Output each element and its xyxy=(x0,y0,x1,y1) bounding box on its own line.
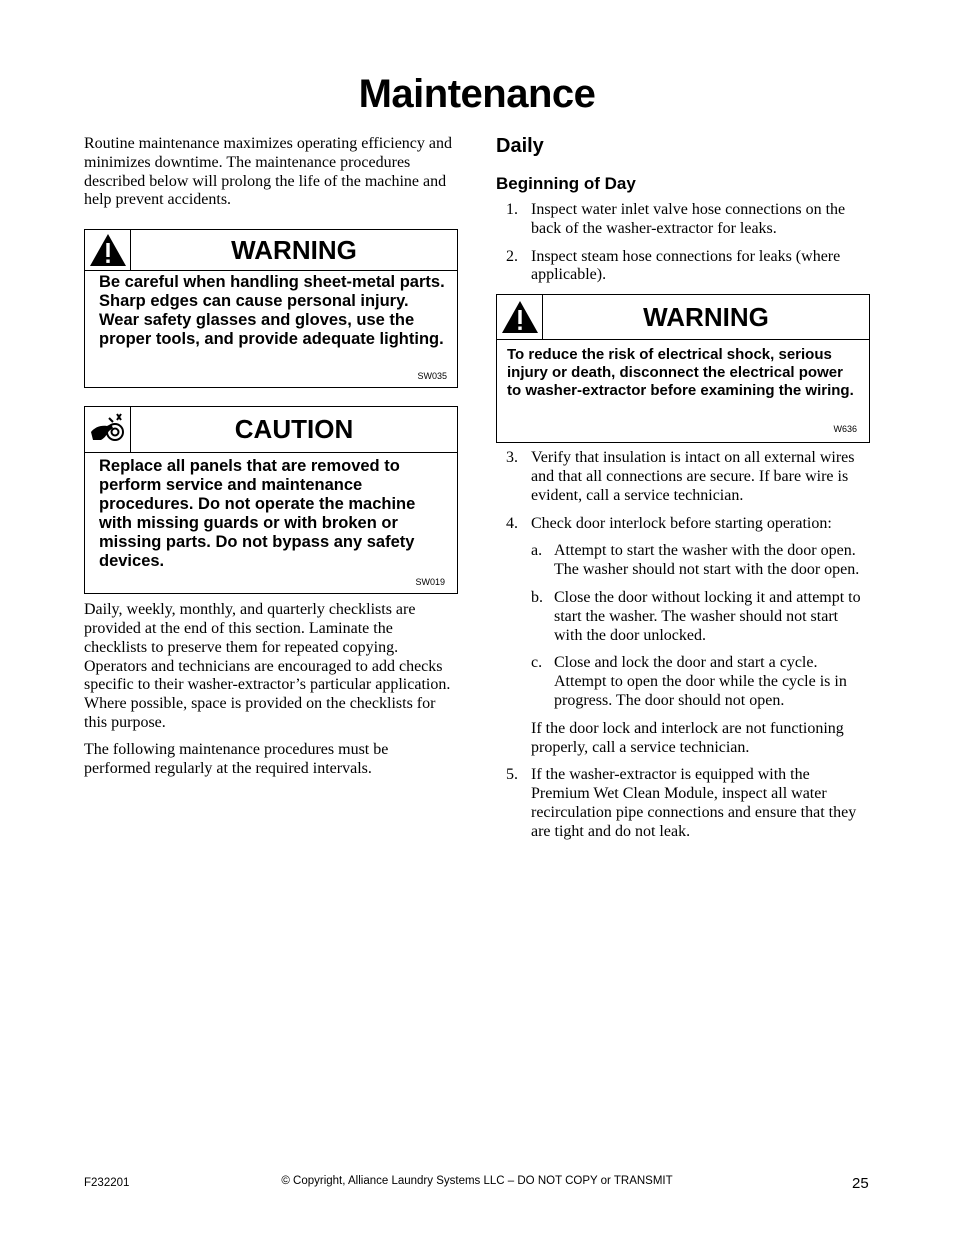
substep-text: Close and lock the door and start a cycle. Attempt to open the door while the cycle is in progress. The door should not open. xyxy=(554,654,847,709)
step-number: 1. xyxy=(506,201,518,218)
warning-title: WARNING xyxy=(643,301,769,332)
list-item xyxy=(496,766,870,841)
substep-letter: a. xyxy=(531,542,543,560)
step-text: Check door interlock before starting operation: xyxy=(531,514,832,532)
checklists-paragraph: Daily, weekly, monthly, and quarterly checklists are provided at the end of this section. Laminate the checklists to preserve them for repeated copying. Operators and technicians are encouraged to add checks specific to their washer-extractor’s particular application. Where possible, space is provided on the checklists for this purpose. xyxy=(84,601,451,731)
step-text: Verify that insulation is intact on all external wires and that all connections are secure. If bare wire is evident, call a service technician. xyxy=(531,449,855,504)
step-number: 5. xyxy=(506,766,518,784)
warning-text: Be careful when handling sheet-metal parts. Sharp edges can cause personal injury. Wear safety glasses and gloves, use the proper tools, and provide adequate lighting. xyxy=(99,273,445,349)
caution-code: SW019 xyxy=(415,577,445,588)
left-column xyxy=(84,135,458,786)
following-paragraph: The following maintenance procedures must be performed regularly at the required intervals. xyxy=(84,740,389,777)
caution-title: CAUTION xyxy=(234,414,354,445)
section-heading-daily: Daily xyxy=(496,135,544,157)
list-item xyxy=(496,515,870,758)
warning-title: WARNING xyxy=(231,234,357,265)
list-item xyxy=(496,248,870,286)
steps-list-top xyxy=(496,201,870,285)
list-item xyxy=(531,542,870,580)
warning-triangle-icon xyxy=(497,295,543,339)
warning-text: To reduce the risk of electrical shock, serious injury or death, disconnect the electrical power to washer-extractor before examining the wiring. xyxy=(507,346,854,400)
warning-code: W636 xyxy=(833,424,857,435)
substep-text: Close the door without locking it and attempt to start the washer. The washer should not start with the door unlocked. xyxy=(554,588,861,644)
step-number: 4. xyxy=(506,514,518,532)
substep-letter: b. xyxy=(531,588,543,606)
step4-note: If the door lock and interlock are not functioning properly, call a service technician. xyxy=(531,719,844,756)
copyright-notice: © Copyright, Alliance Laundry Systems LLC – DO NOT COPY or TRANSMIT xyxy=(281,1175,673,1187)
steps-list-bottom xyxy=(496,449,870,841)
list-item xyxy=(531,589,870,645)
document-id: F232201 xyxy=(84,1177,130,1189)
page-title: Maintenance xyxy=(358,72,596,116)
step-number: 3. xyxy=(506,449,518,467)
step-text: If the washer-extractor is equipped with the Premium Wet Clean Module, inspect all water recirculation pipe connections and ensure that they are tight and do not leak. xyxy=(531,766,857,840)
hand-entanglement-icon xyxy=(85,407,131,452)
step-text: Inspect water inlet valve hose connections on the back of the washer-extractor for leaks. xyxy=(531,201,846,237)
substep-letter: c. xyxy=(531,654,543,672)
substep-text: Attempt to start the washer with the door open. The washer should not start with the door open. xyxy=(554,542,860,579)
warning-box-electrical xyxy=(496,294,870,443)
list-item xyxy=(531,654,870,710)
caution-text: Replace all panels that are removed to perform service and maintenance procedures. Do not operate the machine with missing guards or with broken or missing parts. Do not bypass any safety devices. xyxy=(99,457,416,571)
subheading-beginning-of-day: Beginning of Day xyxy=(496,174,636,193)
warning-box-sheet-metal xyxy=(84,229,458,388)
step-number: 2. xyxy=(506,247,518,265)
right-column xyxy=(496,133,870,851)
warning-triangle-icon xyxy=(85,230,131,270)
intro-paragraph: Routine maintenance maximizes operating efficiency and minimizes downtime. The maintenance procedures described below will prolong the life of the machine and help prevent accidents. xyxy=(84,135,453,209)
page-footer xyxy=(0,1174,954,1194)
step-text: Inspect steam hose connections for leaks (where applicable). xyxy=(531,247,841,284)
list-item xyxy=(496,449,870,505)
substeps-list xyxy=(531,542,870,719)
warning-code: SW035 xyxy=(417,371,447,382)
caution-box-panels xyxy=(84,406,458,594)
list-item xyxy=(496,201,870,239)
page-number: 25 xyxy=(852,1175,869,1192)
